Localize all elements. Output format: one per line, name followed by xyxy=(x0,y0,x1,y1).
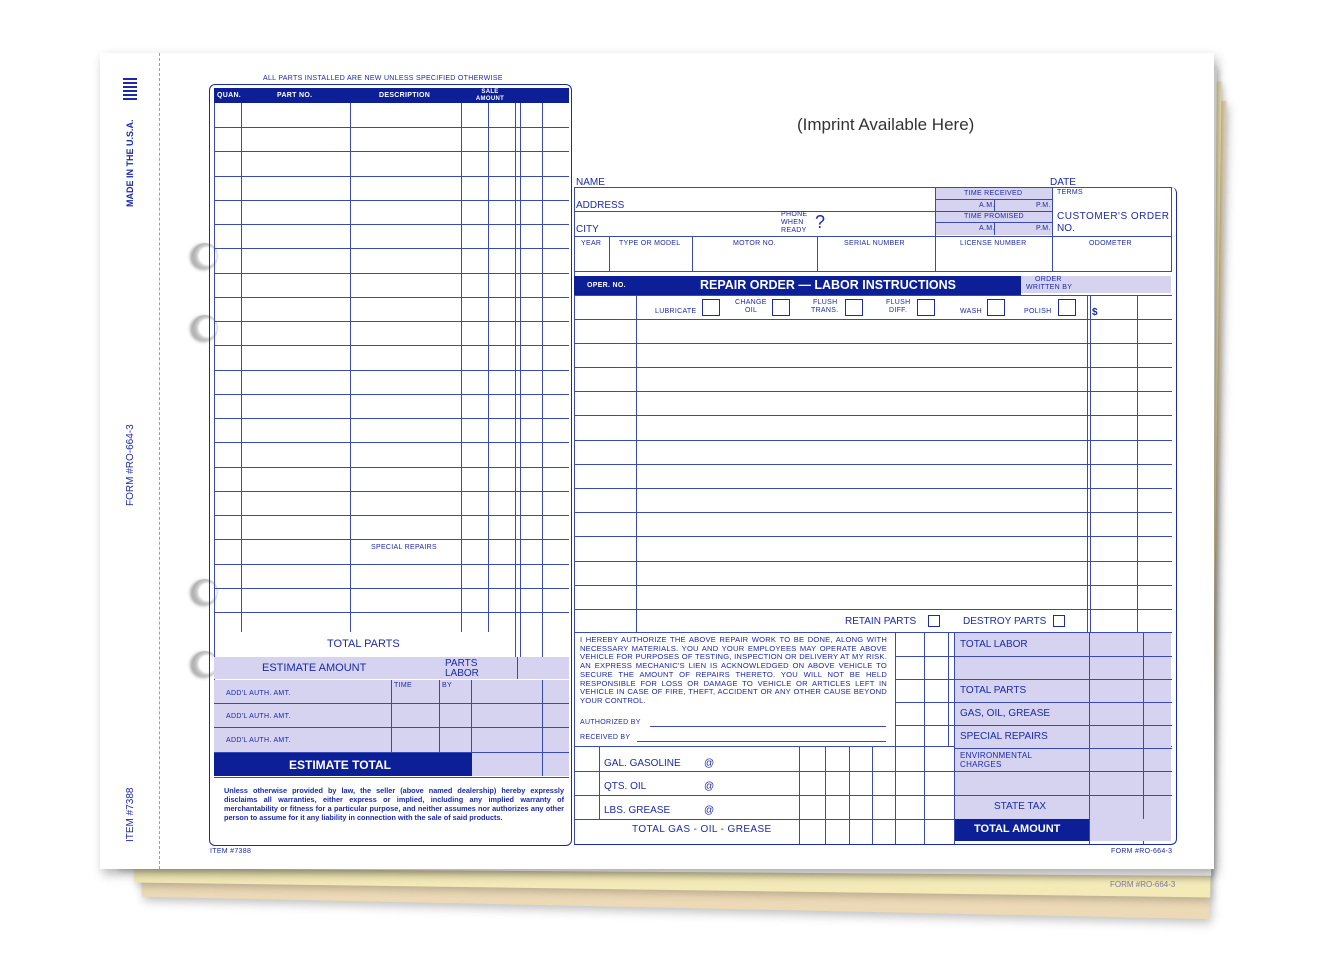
env-label-1: ENVIRONMENTAL xyxy=(960,751,1033,760)
tp-pm: P.M. xyxy=(1036,225,1051,232)
phone-label: PHONE xyxy=(781,211,808,218)
addl-by-label: BY xyxy=(442,682,452,689)
addl-col-line xyxy=(391,680,392,752)
flush-diff-label-1: FLUSH xyxy=(886,299,911,306)
imprint-text: (Imprint Available Here) xyxy=(797,115,975,134)
authorization-text: I HEREBY AUTHORIZE THE ABOVE REPAIR WORK TO BE DONE, ALONG WITH NECESSARY MATERIALS. YOU AND YOUR EMPLOYEES MAY OPERATE ABOVE VEHICLE FOR PURPOSES OF TESTING, INSPECTION OR DELIVERY AT MY RISK. AN EXPRESS MECHANIC'S LIEN IS ACKNOWLEDGED ON ABOVE VEHICLE TO SECURE THE AMOUNT OF REPAIRS THERETO. YOU WILL NOT BE HELD RESPONSIBLE FOR LOSS OR DAMAGE TO VEHICLE OR ARTICLES LEFT IN VEHICLE IN CASE OF FIRE, THEFT, ACCIDENT OR ANY OTHER CAUSE BEYOND YOUR CONTROL. xyxy=(580,635,887,705)
flush-trans-label-2: TRANS. xyxy=(811,307,839,314)
ready-label: READY xyxy=(781,227,807,234)
col-sale-amount: SALE AMOUNT xyxy=(475,89,505,102)
dollar-sign: $ xyxy=(1092,307,1098,318)
parts-top-note: ALL PARTS INSTALLED ARE NEW UNLESS SPECIFIED OTHERWISE xyxy=(263,75,503,82)
grease-at: @ xyxy=(704,805,715,816)
labor-title: REPAIR ORDER — LABOR INSTRUCTIONS xyxy=(700,278,957,292)
tr-am: A.M. xyxy=(979,202,995,209)
estimate-total-divider xyxy=(542,753,543,776)
estimate-labor-label: LABOR xyxy=(445,668,479,679)
col-description: DESCRIPTION xyxy=(379,92,431,99)
back-form-number: FORM #RO-664-3 xyxy=(1110,880,1176,889)
estimate-total-label: ESTIMATE TOTAL xyxy=(289,758,391,772)
env-label-2: CHARGES xyxy=(960,760,1002,769)
year-label: YEAR xyxy=(581,240,602,247)
stub-form-number: FORM #RO-664-3 xyxy=(125,424,136,506)
gasoline-label: GAL. GASOLINE xyxy=(604,758,681,769)
oil-label-gas: QTS. OIL xyxy=(604,781,647,792)
address-label: ADDRESS xyxy=(576,200,625,211)
terms-label: TERMS xyxy=(1057,189,1083,196)
oil-at: @ xyxy=(704,781,715,792)
destroy-parts-label: DESTROY PARTS xyxy=(963,616,1047,627)
bottom-item-number: ITEM #7388 xyxy=(210,848,252,855)
gas-total-label: TOTAL GAS - OIL - GREASE xyxy=(632,824,772,835)
lubricate-label: LUBRICATE xyxy=(655,308,697,315)
parts-col-line xyxy=(520,103,521,657)
special-repairs-label: SPECIAL REPAIRS xyxy=(371,544,437,551)
total-labor-label: TOTAL LABOR xyxy=(960,639,1028,650)
estimate-divider xyxy=(517,657,518,679)
wash-label: WASH xyxy=(960,308,982,315)
addl-col-line xyxy=(439,680,440,752)
date-label: DATE xyxy=(1050,177,1076,188)
phone-question: ? xyxy=(815,212,826,232)
tp-am: A.M. xyxy=(979,225,995,232)
time-received-label: TIME RECEIVED xyxy=(964,190,1023,197)
odometer-label: ODOMETER xyxy=(1089,240,1132,247)
total-parts-label: TOTAL PARTS xyxy=(327,638,400,650)
received-by-label: RECEIVED BY xyxy=(580,734,631,741)
made-in-usa: MADE IN THE U.S.A. xyxy=(125,119,135,207)
form-number: FORM #RO-664-3 xyxy=(1111,848,1173,855)
total-amount-label: TOTAL AMOUNT xyxy=(974,823,1061,835)
perforation-line xyxy=(159,53,160,869)
estimate-total-value xyxy=(472,753,569,776)
addl-auth-label-1: ADD'L AUTH. AMT. xyxy=(226,690,291,697)
city-label: CITY xyxy=(576,224,599,235)
parts-col-line xyxy=(461,103,462,632)
flag-icon xyxy=(123,78,137,100)
disclaimer-top-line xyxy=(214,777,569,778)
gas-oil-grease-label: GAS, OIL, GREASE xyxy=(960,708,1051,719)
order-label: ORDER xyxy=(1035,276,1062,283)
addl-col-line xyxy=(542,680,543,752)
parts-col-line xyxy=(542,103,543,657)
estimate-amount-label: ESTIMATE AMOUNT xyxy=(262,662,367,674)
polish-label: POLISH xyxy=(1024,308,1052,315)
parts-col-line xyxy=(515,103,516,657)
retain-parts-label: RETAIN PARTS xyxy=(845,616,917,627)
parts-col-line xyxy=(241,103,242,632)
name-label: NAME xyxy=(576,177,605,188)
type-label: TYPE OR MODEL xyxy=(619,240,681,247)
license-label: LICENSE NUMBER xyxy=(960,240,1027,247)
tr-pm: P.M. xyxy=(1036,202,1051,209)
parts-col-line xyxy=(488,103,489,632)
parts-col-line xyxy=(350,103,351,632)
col-quan: QUAN. xyxy=(217,92,242,99)
state-tax-label: STATE TAX xyxy=(994,801,1047,812)
special-repairs-total-label: SPECIAL REPAIRS xyxy=(960,731,1048,742)
customers-order-no: NO. xyxy=(1057,223,1075,234)
estimate-parts-label: PARTS xyxy=(445,658,478,669)
addl-time-label: TIME xyxy=(394,682,412,689)
addl-auth-label-2: ADD'L AUTH. AMT. xyxy=(226,713,291,720)
change-label: CHANGE xyxy=(735,299,767,306)
gasoline-at: @ xyxy=(704,758,715,769)
time-promised-label: TIME PROMISED xyxy=(964,213,1024,220)
total-parts-right-label: TOTAL PARTS xyxy=(960,685,1027,696)
flush-diff-label-2: DIFF. xyxy=(889,307,908,314)
parts-disclaimer: Unless otherwise provided by law, the seller (above named dealership) hereby expressly disclaims all warranties, either express or implied, including any implied warranty of merchantability or fitness for a particular purpose, and neither assumes nor authorizes any other person to assume for it any liability in connection with the sale of said products. xyxy=(224,786,564,822)
written-by-label: WRITTEN BY xyxy=(1026,284,1073,291)
oper-no-label: OPER. NO. xyxy=(587,282,626,289)
addl-auth-label-3: ADD'L AUTH. AMT. xyxy=(226,737,291,744)
addl-col-line xyxy=(471,680,472,752)
col-part-no: PART NO. xyxy=(277,92,313,99)
flush-trans-label-1: FLUSH xyxy=(813,299,838,306)
serial-label: SERIAL NUMBER xyxy=(844,240,905,247)
grease-label: LBS. GREASE xyxy=(604,805,671,816)
stub-item-number: ITEM #7388 xyxy=(125,787,136,842)
authorized-by-label: AUTHORIZED BY xyxy=(580,719,641,726)
when-label: WHEN xyxy=(781,219,804,226)
customers-order-label: CUSTOMER'S ORDER xyxy=(1057,211,1170,222)
labor-section-outline xyxy=(574,187,1177,845)
motor-label: MOTOR NO. xyxy=(733,240,777,247)
oil-label: OIL xyxy=(745,307,758,314)
